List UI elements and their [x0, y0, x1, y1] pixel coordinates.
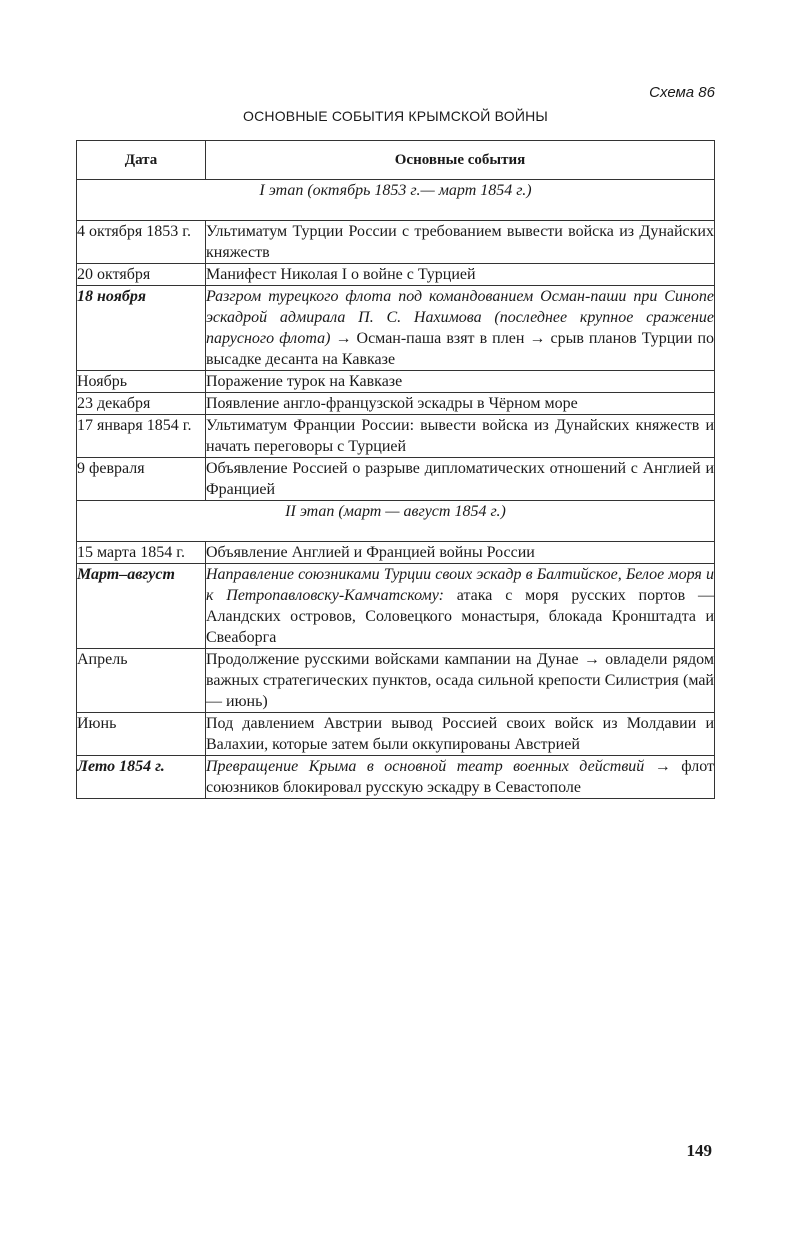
scheme-label: Схема 86 [649, 84, 715, 101]
stage-2-heading: II этап (март — август 1854 г.) [77, 501, 715, 542]
table-row [77, 564, 715, 649]
table-row [77, 286, 715, 371]
date-cell: 23 декабря [77, 393, 206, 415]
table-row [77, 371, 715, 393]
table-header-row [77, 141, 715, 180]
table-row [77, 393, 715, 415]
table-row [77, 713, 715, 756]
date-cell: 4 октября 1853 г. [77, 221, 206, 264]
date-cell: Ноябрь [77, 371, 206, 393]
date-cell: Лето 1854 г. [77, 756, 206, 799]
event-cell [206, 756, 715, 799]
date-cell: 17 января 1854 г. [77, 415, 206, 458]
stage-1-heading: I этап (октябрь 1853 г.— март 1854 г.) [77, 180, 715, 221]
date-cell: Апрель [77, 649, 206, 713]
date-cell: 20 октября [77, 264, 206, 286]
date-cell: Июнь [77, 713, 206, 756]
column-header-date: Дата [77, 141, 206, 180]
event-cell: Объявление Англией и Францией войны России [206, 542, 715, 564]
table-row [77, 415, 715, 458]
date-cell: 15 марта 1854 г. [77, 542, 206, 564]
table-row [77, 542, 715, 564]
event-cell [206, 286, 715, 371]
table-row [77, 221, 715, 264]
event-cell: Ультиматум Турции России с требованием вывести войска из Дунайских княжеств [206, 221, 715, 264]
event-italic-text: Направление союзниками Турции своих эскадр в Балтийское, Белое моря и к Петропавловску-Камчатскому: [206, 566, 714, 604]
date-cell: Март–август [77, 564, 206, 649]
event-cell: Поражение турок на Кавказе [206, 371, 715, 393]
column-header-events: Основные события [206, 141, 715, 180]
table-row [77, 756, 715, 799]
event-text: атака с моря русских портов — Аландских островов, Соловецкого монастыря, блокада Кронштадта и Свеаборга [206, 587, 715, 646]
event-italic-text: Разгром турецкого флота под командованием Осман-паши при Синопе эскадрой адмирала П. С. Нахимова (последнее крупное сражение парусного флота) [206, 288, 714, 347]
date-cell: 18 ноября [77, 286, 206, 371]
event-text: → флот союзников блокировал русскую эскадру в Севастополе [206, 758, 714, 796]
table-row [77, 649, 715, 713]
event-cell [206, 564, 715, 649]
event-cell: Объявление Россией о разрыве дипломатических отношений с Англией и Францией [206, 458, 715, 501]
stage-row [77, 180, 715, 221]
event-cell: Под давлением Австрии вывод Россией своих войск из Молдавии и Валахии, которые затем были оккупированы Австрией [206, 713, 715, 756]
event-cell: Появление англо-французской эскадры в Чёрном море [206, 393, 715, 415]
table-row [77, 458, 715, 501]
event-italic-text: Превращение Крыма в основной театр военных действий [206, 758, 645, 775]
page-number: 149 [686, 1141, 712, 1160]
event-cell: Ультиматум Франции России: вывести войска из Дунайских княжеств и начать переговоры с Турцией [206, 415, 715, 458]
event-cell: Продолжение русскими войсками кампании на Дунае → овладели рядом важных стратегических пунктов, осада сильной крепости Силистрия (май — июнь) [206, 649, 715, 713]
events-table [76, 140, 715, 799]
date-cell: 9 февраля [77, 458, 206, 501]
stage-row [77, 501, 715, 542]
event-text: → Осман-паша взят в плен → срыв планов Турции по высадке десанта на Кавказе [206, 330, 715, 368]
page-title: ОСНОВНЫЕ СОБЫТИЯ КРЫМСКОЙ ВОЙНЫ [243, 108, 548, 124]
event-cell: Манифест Николая I о войне с Турцией [206, 264, 715, 286]
table-row [77, 264, 715, 286]
